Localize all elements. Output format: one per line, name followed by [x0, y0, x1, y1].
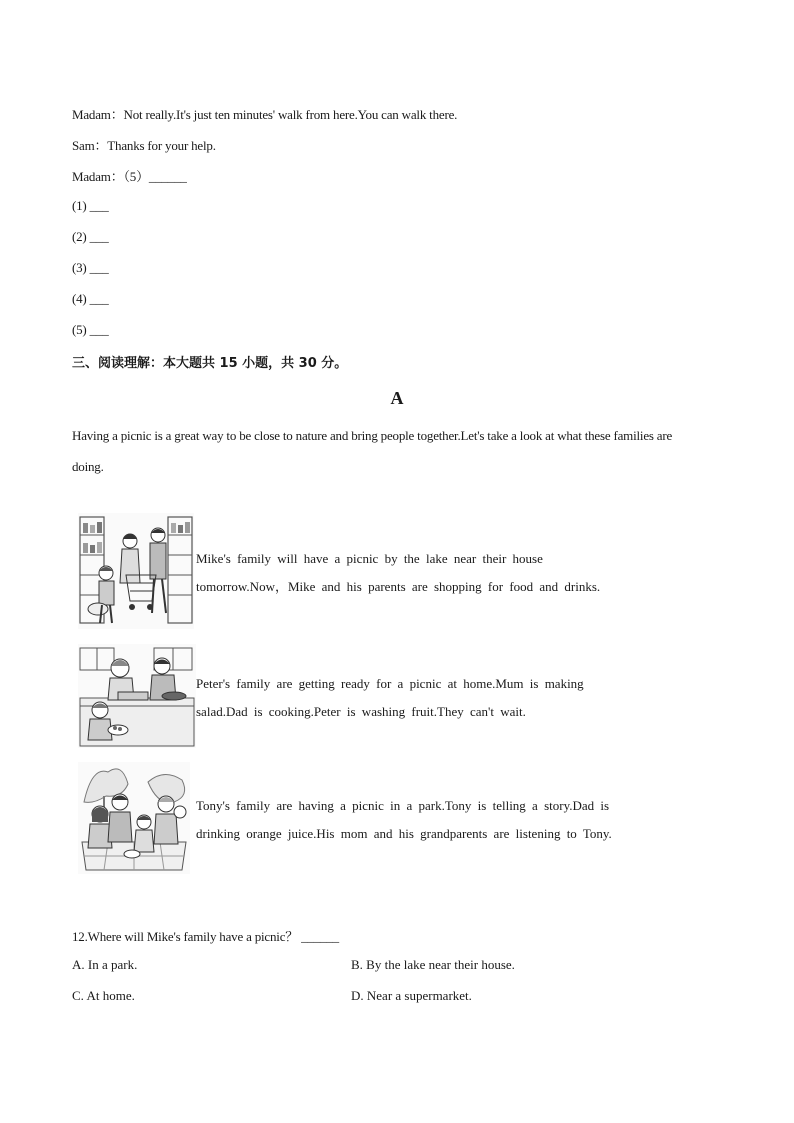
option-d[interactable]: D. Near a supermarket. [351, 988, 472, 1003]
answer-blank-1: (1) ___ [72, 198, 109, 213]
family-text-tony-line2: drinking orange juice.His mom and his grandparents are listening to Tony. [196, 826, 612, 841]
family-text-peter-line1: Peter's family are getting ready for a picnic at home.Mum is making [196, 676, 584, 691]
family-text-tony-line1: Tony's family are having a picnic in a park.Tony is telling a story.Dad is [196, 798, 610, 813]
family-block-tony [78, 762, 718, 874]
dialogue-line-1: Madam：Not really.It's just ten minutes' walk from here.You can walk there. [72, 107, 458, 122]
answer-blank-5: (5) ___ [72, 322, 109, 337]
kitchen-cooking-illustration [78, 644, 194, 748]
family-text-peter-line2: salad.Dad is cooking.Peter is washing fruit.They can't wait. [196, 704, 526, 719]
family-text-tony [196, 792, 696, 848]
question-number: 12. [72, 929, 88, 944]
family-block-peter [78, 644, 718, 748]
family-text-mike [196, 545, 696, 601]
dialogue-line-3: Madam：（5）______ [72, 169, 187, 184]
family-text-mike-line1: Mike's family will have a picnic by the lake near their house [196, 551, 543, 566]
section-heading: 三、阅读理解：本大题共 15 小题，共 30 分。 [72, 356, 348, 371]
answer-blank-2: (2) ___ [72, 229, 109, 244]
question-text: Where will Mike's family have a picnic？ ______ [87, 929, 339, 944]
answer-blank-4: (4) ___ [72, 291, 109, 306]
question-12 [72, 926, 339, 945]
dialogue-line-2: Sam：Thanks for your help. [72, 138, 216, 153]
answer-blank-3: (3) ___ [72, 260, 109, 275]
family-text-peter [196, 670, 696, 726]
family-text-mike-line2: tomorrow.Now，Mike and his parents are shopping for food and drinks. [196, 579, 601, 594]
family-block-mike [78, 513, 718, 631]
passage-title: A [390, 388, 404, 408]
park-picnic-illustration [78, 762, 194, 874]
option-c[interactable]: C. At home. [72, 988, 135, 1003]
supermarket-shopping-illustration [78, 513, 194, 629]
option-a[interactable]: A. In a park. [72, 957, 138, 972]
passage-intro: Having a picnic is a great way to be close to nature and bring people together.Let's take a look at what these families are doing. [72, 428, 673, 474]
option-b[interactable]: B. By the lake near their house. [351, 957, 515, 972]
